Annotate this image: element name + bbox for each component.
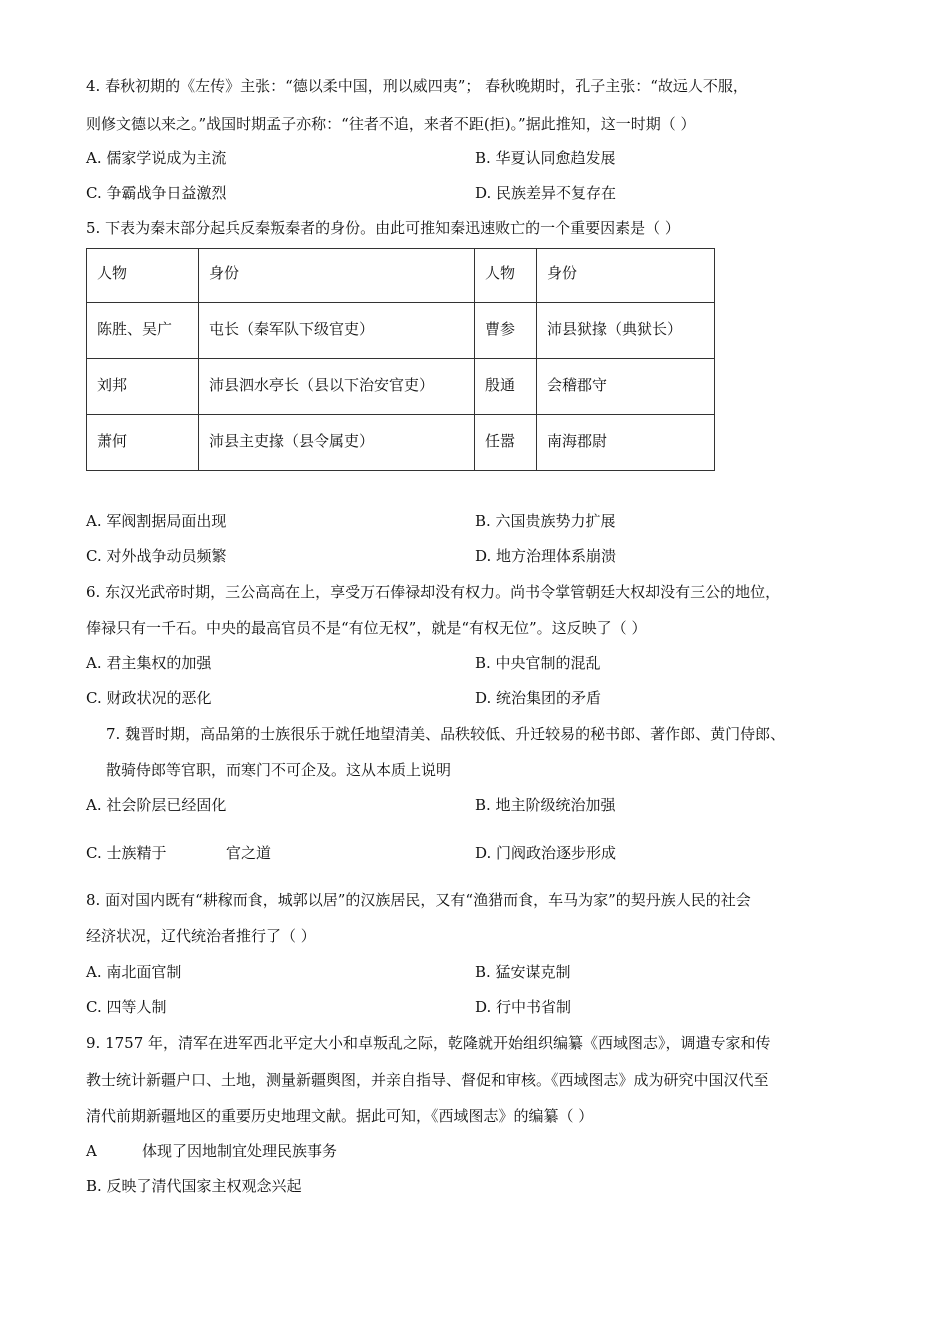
table-cell: 陈胜、吴广 — [87, 303, 199, 359]
table-cell: 南海郡尉 — [537, 415, 715, 471]
q7-stem-line1: 7. 魏晋时期，高品第的士族很乐于就任地望清美、品秩较低、升迁较易的秘书郎、著作郎、黄门侍郎、 — [106, 725, 786, 743]
q8-stem-line2: 经济状况，辽代统治者推行了（ ） — [86, 927, 316, 945]
q9-option-b[interactable]: B. 反映了清代国家主权观念兴起 — [86, 1177, 302, 1195]
table-cell: 沛县狱掾（典狱长） — [537, 303, 715, 359]
table-row — [87, 415, 715, 471]
q8-option-a[interactable]: A. 南北面官制 — [86, 963, 182, 981]
q9-option-a-letter[interactable]: A — [86, 1142, 97, 1160]
table-cell: 刘邦 — [87, 359, 199, 415]
q5-option-b[interactable]: B. 六国贵族势力扩展 — [475, 512, 616, 530]
q5-stem-line1: 5. 下表为秦末部分起兵反秦叛秦者的身份。由此可推知秦迅速败亡的一个重要因素是（ ） — [86, 219, 680, 237]
table-header-cell: 身份 — [199, 249, 475, 303]
q6-option-b[interactable]: B. 中央官制的混乱 — [475, 654, 601, 672]
table-cell: 萧何 — [87, 415, 199, 471]
table-cell: 任嚣 — [475, 415, 537, 471]
table-cell: 曹参 — [475, 303, 537, 359]
q4-option-c[interactable]: C. 争霸战争日益激烈 — [86, 184, 227, 202]
table-header-cell: 人物 — [87, 249, 199, 303]
q5-option-a[interactable]: A. 军阀割据局面出现 — [86, 512, 227, 530]
q8-option-b[interactable]: B. 猛安谋克制 — [475, 963, 571, 981]
q7-option-d[interactable]: D. 门阀政治逐步形成 — [475, 844, 617, 862]
table-cell: 会稽郡守 — [537, 359, 715, 415]
q4-option-b[interactable]: B. 华夏认同愈趋发展 — [475, 149, 616, 167]
q8-option-c[interactable]: C. 四等人制 — [86, 998, 167, 1016]
q5-identity-table — [86, 248, 715, 471]
q9-stem-line2: 教士统计新疆户口、土地，测量新疆舆图，并亲自指导、督促和审核。《西域图志》成为研究中国汉代至 — [86, 1071, 769, 1089]
q4-stem-line1: 4. 春秋初期的《左传》主张：“德以柔中国，刑以威四夷”； 春秋晚期时，孔子主张：“故远人不服， — [86, 77, 748, 95]
q7-stem-line2: 散骑侍郎等官职，而寒门不可企及。这从本质上说明 — [106, 761, 452, 779]
q7-option-b[interactable]: B. 地主阶级统治加强 — [475, 796, 616, 814]
q6-stem-line1: 6. 东汉光武帝时期，三公高高在上，享受万石俸禄却没有权力。尚书令掌管朝廷大权却没有三公的地位， — [86, 583, 781, 601]
q5-option-c[interactable]: C. 对外战争动员频繁 — [86, 547, 227, 565]
q9-option-a-text[interactable]: 体现了因地制宜处理民族事务 — [142, 1142, 338, 1160]
q9-stem-line3: 清代前期新疆地区的重要历史地理文献。据此可知，《西域图志》的编纂（ ） — [86, 1107, 594, 1125]
table-header-cell: 身份 — [537, 249, 715, 303]
q7-option-c-continued: 官之道 — [226, 844, 272, 862]
q6-option-a[interactable]: A. 君主集权的加强 — [86, 654, 212, 672]
q7-option-a[interactable]: A. 社会阶层已经固化 — [86, 796, 227, 814]
table-cell: 沛县主吏掾（县令属吏） — [199, 415, 475, 471]
q5-option-d[interactable]: D. 地方治理体系崩溃 — [475, 547, 617, 565]
q8-stem-line1: 8. 面对国内既有“耕稼而食，城郭以居”的汉族居民，又有“渔猎而食，车马为家”的契丹族人民的社会 — [86, 891, 751, 909]
table-cell: 屯长（秦军队下级官吏） — [199, 303, 475, 359]
q6-stem-line2: 俸禄只有一千石。中央的最高官员不是“有位无权”，就是“有权无位”。这反映了（ ） — [86, 619, 647, 637]
table-header-cell: 人物 — [475, 249, 537, 303]
q7-option-c[interactable]: C. 士族精于 — [86, 844, 167, 862]
q6-option-d[interactable]: D. 统治集团的矛盾 — [475, 689, 602, 707]
q8-option-d[interactable]: D. 行中书省制 — [475, 998, 572, 1016]
table-row — [87, 303, 715, 359]
q4-option-d[interactable]: D. 民族差异不复存在 — [475, 184, 617, 202]
q4-option-a[interactable]: A. 儒家学说成为主流 — [86, 149, 227, 167]
table-cell: 殷通 — [475, 359, 537, 415]
q9-stem-line1: 9. 1757 年，清军在进军西北平定大小和卓叛乱之际，乾隆就开始组织编纂《西域图志》，调遣专家和传 — [86, 1034, 771, 1052]
table-cell: 沛县泗水亭长（县以下治安官吏） — [199, 359, 475, 415]
q6-option-c[interactable]: C. 财政状况的恶化 — [86, 689, 212, 707]
q4-stem-line2: 则修文德以来之。”战国时期孟子亦称：“往者不追，来者不距(拒)。”据此推知，这一时期（ ） — [86, 115, 696, 133]
table-header-row — [87, 249, 715, 303]
table-row — [87, 359, 715, 415]
